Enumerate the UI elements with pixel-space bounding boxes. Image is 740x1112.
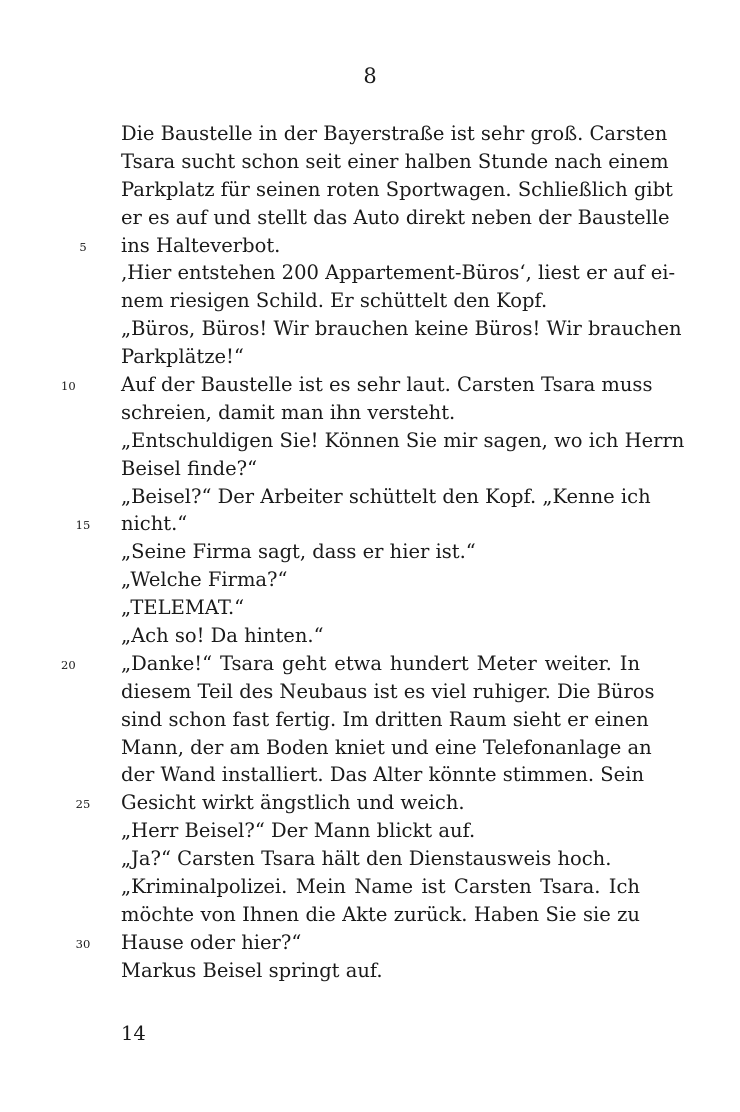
line-number: 30 (75, 936, 91, 951)
text-block (61, 120, 685, 985)
text-line: der Wand installiert. Das Alter könnte stimmen. Sein (121, 763, 645, 787)
line-number: 25 (75, 797, 91, 812)
chapter-number: 8 (363, 64, 377, 88)
line-number: 20 (61, 657, 76, 672)
text-line: Markus Beisel springt auf. (121, 958, 383, 982)
text-line: er es auf und stellt das Auto direkt neben der Baustelle (121, 205, 670, 229)
text-line: schreien, damit man ihn versteht. (121, 400, 456, 424)
text-line: Gesicht wirkt ängstlich und weich. 25 (121, 789, 640, 817)
text-line: nicht.“ 15 (121, 510, 640, 538)
text-line: sind schon fast fertig. Im dritten Raum sieht er einen (121, 707, 649, 731)
text-line: ins Halteverbot. 5 (121, 232, 640, 260)
text-line: „Seine Firma sagt, dass er hier ist.“ (121, 540, 476, 564)
text-line: Parkplätze!“ (121, 345, 244, 369)
text-line: „Beisel?“ Der Arbeiter schüttelt den Kopf. „Kenne ich (121, 484, 651, 508)
line-number: 15 (75, 518, 91, 533)
text-line: diesem Teil des Neubaus ist es viel ruhiger. Die Büros (121, 679, 655, 703)
text-line: „Entschuldigen Sie! Können Sie mir sagen, wo ich Herrn (121, 428, 685, 452)
text-line: nem riesigen Schild. Er schüttelt den Kopf. (121, 289, 548, 313)
text-line: Tsara sucht schon seit einer halben Stunde nach einem (121, 149, 669, 173)
text-line: „Ach so! Da hinten.“ (121, 624, 324, 648)
text-line: Hause oder hier?“ 30 (121, 929, 640, 957)
line-number: 10 (61, 379, 76, 394)
text-line: Mann, der am Boden kniet und eine Telefonanlage an (121, 735, 652, 759)
text-line: möchte von Ihnen die Akte zurück. Haben Sie sie zu (121, 902, 640, 926)
text-line: „Danke!“ Tsara geht etwa hundert Meter weiter. In 20 (121, 650, 640, 678)
line-number: 5 (79, 239, 87, 254)
page-number: 14 (121, 1022, 146, 1045)
text-line: ‚Hier entstehen 200 Appartement-Büros‘, liest er auf ei- (121, 261, 676, 285)
text-line: „Kriminalpolizei. Mein Name ist Carsten Tsara. Ich (121, 875, 640, 899)
text-line: „Ja?“ Carsten Tsara hält den Dienstausweis hoch. (121, 847, 612, 871)
text-line: „TELEMAT.“ (121, 596, 245, 620)
text-line: Auf der Baustelle ist es sehr laut. Carsten Tsara muss 10 (121, 371, 640, 399)
text-line: „Herr Beisel?“ Der Mann blickt auf. (121, 819, 476, 843)
text-line: „Welche Firma?“ (121, 568, 288, 592)
text-line: Beisel finde?“ (121, 456, 258, 480)
text-line: Die Baustelle in der Bayerstraße ist sehr groß. Carsten (121, 122, 668, 145)
text-line: Parkplatz für seinen roten Sportwagen. Schließlich gibt (121, 177, 673, 201)
text-line: „Büros, Büros! Wir brauchen keine Büros! Wir brauchen (121, 317, 682, 341)
